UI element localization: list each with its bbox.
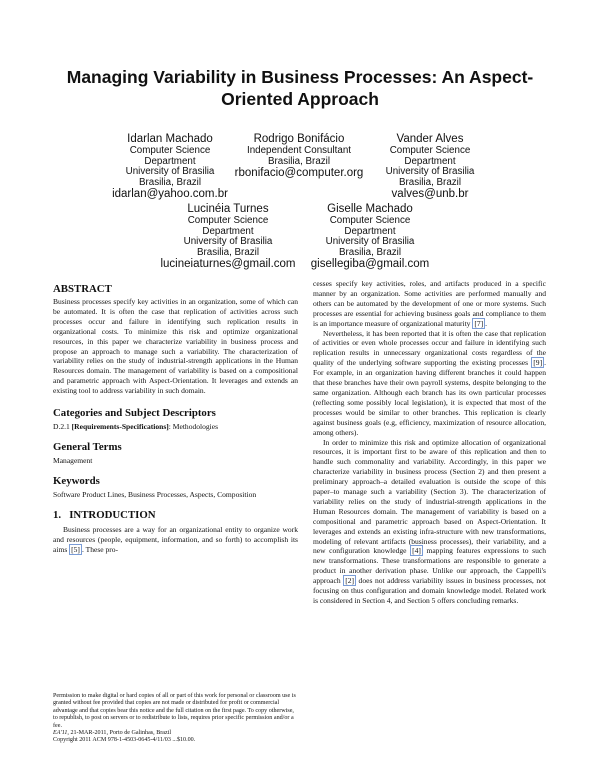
copyright-line: Copyright 2011 ACM 978-1-4503-0645-4/11/03 ...$10.00. xyxy=(53,737,196,744)
author-affiliation: Department xyxy=(344,225,396,237)
paragraph-text: . xyxy=(485,318,488,328)
author-email: rbonifacio@computer.org xyxy=(234,167,364,180)
abstract-text: Business processes specify key activities in an organization, some of which can be automated. It is often the case that replication of activities across such processes occur and failure in identifying such replication results in organizational costs. To minimize this risk and optimize organizational resources, in this paper we characterize variability in business process and propose an approach to manage such a variability. The characterization of variability relies on the study of industrial-strength applications in the Human Resources domain. The management of variability is based on a compositional and parametric approach with Aspect-Orientation. It leverages and extends an existing tool to address variability in such domain. xyxy=(53,297,298,396)
abstract-heading: ABSTRACT xyxy=(53,283,112,295)
author-email: gisellegiba@gmail.com xyxy=(310,258,430,271)
author-name: Vander Alves xyxy=(396,133,464,145)
author-name: Giselle Machado xyxy=(327,203,413,215)
venue-name: EA'11, xyxy=(53,730,69,737)
keywords-heading: Keywords xyxy=(53,474,100,487)
author-affiliation: Brasilia, Brazil xyxy=(196,246,260,258)
introduction-heading: 1. INTRODUCTION xyxy=(53,508,156,521)
author-affiliation: Brasilia, Brazil xyxy=(338,246,402,258)
author-email: idarlan@yahoo.com.br xyxy=(112,188,228,201)
left-column xyxy=(53,283,298,555)
paragraph xyxy=(313,279,546,329)
author-affiliation: University of Brasilia xyxy=(385,166,475,178)
permission-notice: Permission to make digital or hard copies of all or part of this work for personal or classroom use is granted without fee provided that copies are not made or distributed for profit or commercial advantage and that copies bear this notice and the full citation on the first page. To copy otherwise, to republish, to post on servers or to redistribute to lists, requires prior specific permission and/or a fee. xyxy=(53,693,296,729)
category-detail: : Methodologies xyxy=(168,422,219,432)
keywords-text: Software Product Lines, Business Processes, Aspects, Composition xyxy=(53,489,257,499)
author-affiliation: Independent Consultant xyxy=(246,145,352,156)
author-affiliation: Department xyxy=(404,155,456,167)
author-affiliation: Brasilia, Brazil xyxy=(138,176,202,188)
author-affiliation: Computer Science xyxy=(187,215,269,226)
general-terms-text: Management xyxy=(53,455,93,465)
copyright-footnote xyxy=(53,693,298,745)
citation-link[interactable]: [9] xyxy=(533,358,543,368)
paragraph-text: cesses specify key activities, roles, and artifacts produced in a specific manner by an organization. Some activities are performed manually and others can be automated by the development of one or more systems. Such processes are essential for achieving business goals and compliance to them is an importance measure of organizational maturity xyxy=(313,279,546,328)
citation-link[interactable]: [5] xyxy=(71,544,80,554)
author-block xyxy=(300,203,440,270)
paragraph-text: In order to minimize this risk and optimize allocation of organizational resources, it is important first to be aware of this replication and then to handle such commonality and variability. Accordingly, in this paper we characterize variability in business process (Section 2) and then present a preliminary approach–a detailed evaluation is outside the scope of this paper–to manage such a variability (Section 3). The characterization of variability relies on the study of industrial-strength applications in the Human Resources domain. The management of variability is based on a compositional and parametric approach based on Aspect-Orientation. It leverages and extends an existing infra-structure with new transformations, modeling of relevant artifacts (business processes), their variability, and a new configuration knowledge xyxy=(313,437,546,556)
author-block xyxy=(100,133,240,200)
categories-heading: Categories and Subject Descriptors xyxy=(53,407,216,420)
author-affiliation: Department xyxy=(202,225,254,237)
author-affiliation: University of Brasilia xyxy=(125,166,215,178)
author-affiliation: Computer Science xyxy=(329,215,411,226)
category-code: D.2.1 xyxy=(53,422,70,432)
general-terms-heading: General Terms xyxy=(53,440,122,453)
paragraph-text: Nevertheless, it has been reported that it is often the case that replication of activities or even whole processes occur and failure in identifying such replication results in unnecessary organizational costs regardless of the quality of the underlying software supporting the existing processes xyxy=(313,328,546,368)
author-name: Rodrigo Bonifácio xyxy=(253,133,345,145)
author-block xyxy=(228,133,370,179)
author-affiliation: University of Brasilia xyxy=(183,236,273,248)
author-name: Idarlan Machado xyxy=(127,133,213,145)
intro-text-end: . These pro- xyxy=(81,544,119,554)
venue-details: 21-MAR-2011, Porto de Galinhas, Brazil xyxy=(68,730,172,737)
paragraph-text: does not address variability issues in business processes, not focusing on thus configuration and domain knowledge model. Related work is considered in Section 4, and Section 5 offers concluding remarks. xyxy=(313,576,546,605)
intro-text-start: Business processes are a way for an organizational entity to organize work and resources (people, equipment, information, and so forth) to accomplish its aims xyxy=(53,524,298,554)
author-block xyxy=(155,203,301,270)
citation-link[interactable]: [4] xyxy=(412,546,421,556)
citation-link[interactable]: [2] xyxy=(345,576,355,586)
right-column xyxy=(313,279,546,606)
author-affiliation: University of Brasilia xyxy=(325,236,415,248)
category-name: [Requirements-Specifications] xyxy=(71,422,169,432)
author-affiliation: Department xyxy=(144,155,196,167)
author-block xyxy=(366,133,494,200)
author-name: Lucinéia Turnes xyxy=(187,203,269,215)
citation-link[interactable]: [7] xyxy=(474,318,484,328)
paragraph-text: . For example, in an organization having different branches it could happen that these branches have their own payroll systems, despite belonging to the same organization. Although each branch has its own particular processes (reflecting some possibly local legislation), it is expected that most of the processes would be similar to other branches. This replication is clearly against business goals (e.g, efficiency, maximization of resource allocation, among others). xyxy=(313,358,546,437)
author-email: valves@unb.br xyxy=(391,188,469,201)
author-affiliation: Brasilia, Brazil xyxy=(398,176,462,188)
author-affiliation: Computer Science xyxy=(129,145,211,156)
author-affiliation: Brasilia, Brazil xyxy=(267,155,331,167)
introduction-text xyxy=(53,525,298,555)
author-affiliation: Computer Science xyxy=(389,145,471,156)
paper-title: Managing Variability in Business Processes: An Aspect-Oriented Approach xyxy=(66,67,534,109)
author-email: lucineiaturnes@gmail.com xyxy=(160,258,296,271)
paragraph xyxy=(313,329,546,438)
paragraph xyxy=(313,438,546,606)
paragraph-text: mapping features expressions to such new transformations. These transformations are responsible to generate a product in another derivation phase. Unlike our approach, the Cappelli's approach xyxy=(313,546,546,586)
categories-text xyxy=(53,422,298,432)
